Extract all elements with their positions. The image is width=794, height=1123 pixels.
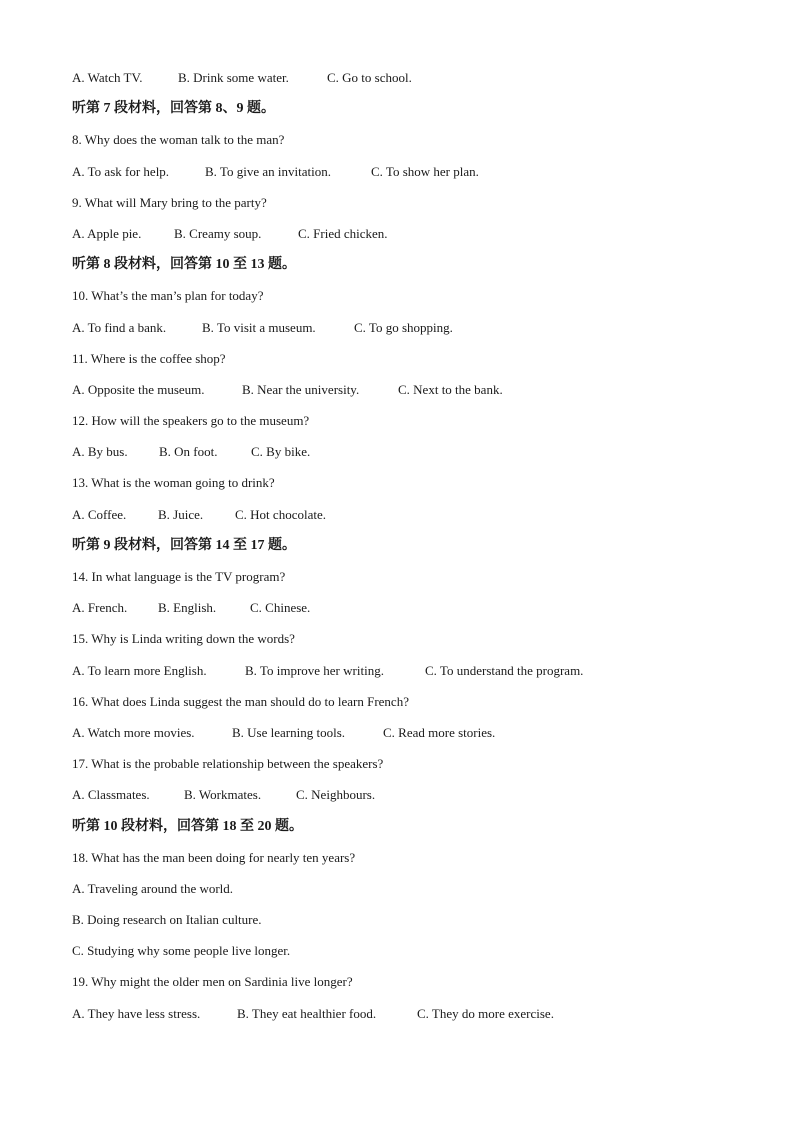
option-c: C. Fried chicken.: [298, 225, 388, 241]
options-row: [72, 655, 752, 686]
option-c: C. Next to the bank.: [398, 381, 503, 397]
section-heading: 听第 10 段材料，回答第 18 至 20 题。: [72, 818, 303, 834]
section-heading: 听第 7 段材料，回答第 8、9 题。: [72, 101, 275, 117]
option-b: B. To give an invitation.: [205, 163, 331, 179]
question-12: 12. How will the speakers go to the museum?: [72, 413, 310, 429]
option-b: B. Drink some water.: [178, 70, 289, 85]
option-c: C. Read more stories.: [383, 724, 496, 740]
options-row: [72, 998, 752, 1029]
option-b: B. To improve her writing.: [245, 662, 384, 678]
question-13: 13. What is the woman going to drink?: [72, 475, 275, 491]
option-c: C. To show her plan.: [371, 163, 479, 179]
option-c: C. To understand the program.: [425, 662, 584, 678]
option-c: C. Go to school.: [327, 70, 412, 85]
question-10: 10. What’s the man’s plan for today?: [72, 288, 264, 304]
option-a: A. French.: [72, 600, 128, 616]
option-b: B. Doing research on Italian culture.: [72, 912, 262, 928]
question-9: 9. What will Mary bring to the party?: [72, 194, 267, 210]
section-heading: 听第 8 段材料，回答第 10 至 13 题。: [72, 257, 296, 273]
section-heading: 听第 9 段材料，回答第 14 至 17 题。: [72, 537, 296, 553]
option-a: A. Traveling around the world.: [72, 880, 234, 896]
option-b: B. Workmates.: [184, 787, 262, 803]
question-14: 14. In what language is the TV program?: [72, 569, 286, 584]
option-a: A. To ask for help.: [72, 163, 170, 179]
question-8: 8. Why does the woman talk to the man?: [72, 132, 285, 148]
options-row: [72, 218, 752, 249]
question-15: 15. Why is Linda writing down the words?: [72, 631, 295, 647]
option-b: B. Near the university.: [242, 381, 360, 397]
options-row: [72, 592, 752, 623]
options-row: [72, 62, 752, 93]
option-c: C. By bike.: [251, 444, 311, 460]
option-c: C. Hot chocolate.: [235, 506, 326, 522]
option-c: C. Chinese.: [250, 600, 311, 616]
option-a: A. To find a bank.: [72, 319, 167, 335]
option-c: C. Studying why some people live longer.: [72, 943, 291, 959]
option-a: A. Opposite the museum.: [72, 381, 205, 397]
exam-page: [72, 62, 752, 1029]
option-a: A. They have less stress.: [72, 1005, 201, 1021]
option-b: B. To visit a museum.: [202, 319, 316, 335]
question-17: 17. What is the probable relationship between the speakers?: [72, 756, 384, 772]
option-c: C. They do more exercise.: [417, 1005, 554, 1021]
options-row: [72, 312, 752, 343]
options-row: [72, 374, 752, 405]
option-b: B. They eat healthier food.: [237, 1005, 377, 1021]
option-a: A. Coffee.: [72, 506, 127, 522]
question-16: 16. What does Linda suggest the man should do to learn French?: [72, 693, 409, 709]
option-a: A. Watch TV.: [72, 70, 143, 85]
options-row: [72, 779, 752, 810]
option-a: A. By bus.: [72, 444, 128, 460]
option-b: B. Creamy soup.: [174, 225, 262, 241]
option-b: B. English.: [158, 600, 217, 616]
option-c: C. Neighbours.: [296, 787, 376, 803]
question-18: 18. What has the man been doing for nearly ten years?: [72, 849, 356, 865]
options-row: [72, 436, 752, 467]
option-a: A. To learn more English.: [72, 662, 207, 678]
option-b: B. Juice.: [158, 506, 204, 522]
question-11: 11. Where is the coffee shop?: [72, 350, 226, 366]
option-a: A. Classmates.: [72, 787, 150, 803]
options-row: [72, 499, 752, 530]
option-b: B. Use learning tools.: [232, 724, 346, 740]
option-a: A. Watch more movies.: [72, 724, 195, 740]
option-b: B. On foot.: [159, 444, 218, 460]
question-19: 19. Why might the older men on Sardinia live longer?: [72, 974, 353, 990]
options-row: [72, 156, 752, 187]
option-c: C. To go shopping.: [354, 319, 453, 335]
option-a: A. Apple pie.: [72, 225, 142, 241]
options-row: [72, 717, 752, 748]
